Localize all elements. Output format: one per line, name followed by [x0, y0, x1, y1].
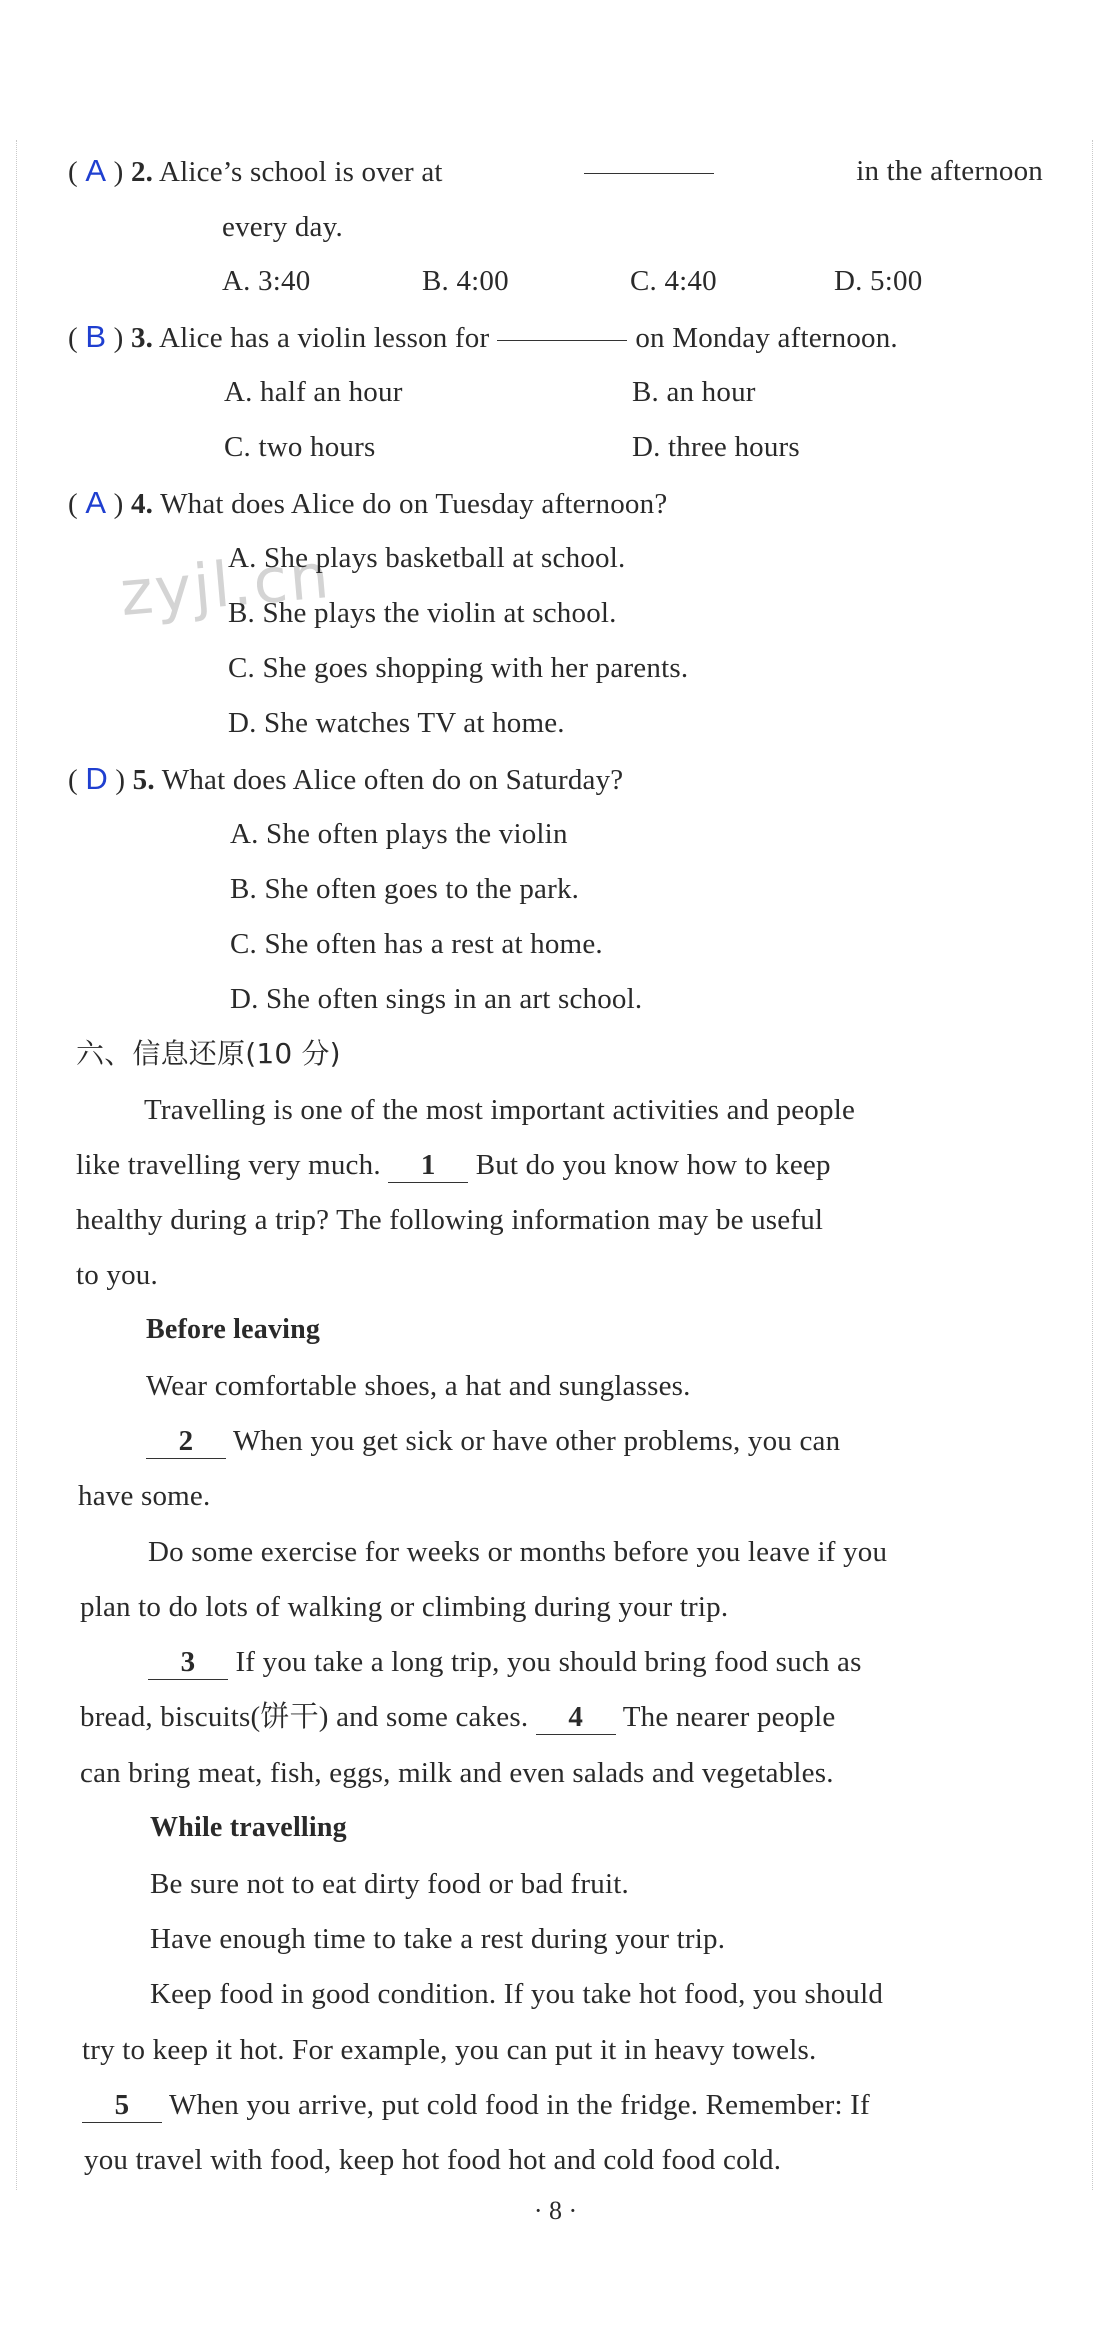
blank-3: 3	[148, 1645, 228, 1680]
question-4-option-b: B. She plays the violin at school.	[228, 597, 617, 629]
paragraph-rest: Have enough time to take a rest during your trip.	[150, 1923, 726, 1955]
question-5-option-a: A. She often plays the violin	[230, 818, 568, 850]
blank-2: 2	[146, 1424, 226, 1459]
question-3-option-a: A. half an hour	[224, 376, 403, 408]
paragraph-7-line-1: Keep food in good condition. If you take hot food, you should	[150, 1978, 884, 2010]
question-2-option-b: B. 4:00	[422, 265, 509, 297]
paragraph-7-line-3: 5 When you arrive, put cold food in the fridge. Remember: If	[82, 2085, 870, 2125]
question-4: ( A ) 4. What does Alice do on Tuesday afternoon?	[68, 485, 668, 520]
question-4-option-d: D. She watches TV at home.	[228, 707, 565, 739]
question-3-option-d: D. three hours	[632, 431, 800, 463]
intro-line-4: to you.	[76, 1259, 158, 1291]
answer-blank	[497, 339, 627, 341]
question-3-option-c: C. two hours	[224, 431, 376, 463]
answer-3: B	[85, 319, 107, 354]
subheading-before-leaving: Before leaving	[146, 1314, 321, 1345]
question-2-option-d: D. 5:00	[834, 265, 923, 297]
question-2-option-a: A. 3:40	[222, 265, 311, 297]
right-margin-line	[1092, 140, 1093, 2190]
question-2-continued: every day.	[222, 211, 343, 243]
blank-1: 1	[388, 1148, 468, 1183]
question-3: ( B ) 3. Alice has a violin lesson for on Monday afternoon.	[68, 319, 898, 354]
answer-2: A	[85, 153, 107, 188]
intro-line-1: Travelling is one of the most important activities and people	[144, 1094, 856, 1126]
blank-4: 4	[536, 1700, 616, 1735]
paragraph-3-line-1: Do some exercise for weeks or months before you leave if you	[148, 1536, 888, 1568]
blank-5: 5	[82, 2088, 162, 2123]
paragraph-4-line-2: bread, biscuits(饼干) and some cakes. 4 The nearer people	[80, 1701, 836, 1733]
paragraph-7-line-4: you travel with food, keep hot food hot and cold food cold.	[84, 2144, 782, 2176]
question-5: ( D ) 5. What does Alice often do on Saturday?	[68, 761, 624, 796]
paragraph-4-line-1: 3 If you take a long trip, you should bring food such as	[148, 1642, 862, 1682]
question-3-option-b: B. an hour	[632, 376, 756, 408]
answer-5: D	[85, 761, 108, 796]
question-2-option-c: C. 4:40	[630, 265, 717, 297]
answer-4: A	[85, 485, 107, 520]
question-4-option-c: C. She goes shopping with her parents.	[228, 652, 689, 684]
watermark: zyjl.cn	[117, 538, 334, 631]
question-2: ( A ) 2. Alice’s school is over at in the afternoon	[68, 153, 1043, 188]
page-number: · 8 ·	[533, 2196, 578, 2225]
section-title: 六、信息还原(10 分)	[76, 1037, 341, 1070]
paragraph-7-line-2: try to keep it hot. For example, you can put it in heavy towels.	[82, 2034, 817, 2066]
paragraph-3-line-2: plan to do lots of walking or climbing during your trip.	[80, 1591, 729, 1623]
paragraph-dirty-food: Be sure not to eat dirty food or bad fruit.	[150, 1868, 629, 1900]
intro-line-2: like travelling very much. 1 But do you know how to keep	[76, 1149, 831, 1181]
paragraph-wear: Wear comfortable shoes, a hat and sunglasses.	[146, 1370, 691, 1402]
paragraph-2-line-1: 2 When you get sick or have other problems, you can	[146, 1421, 840, 1461]
left-margin-line	[16, 140, 17, 2190]
question-5-option-d: D. She often sings in an art school.	[230, 983, 643, 1015]
question-5-option-c: C. She often has a rest at home.	[230, 928, 603, 960]
paragraph-2-line-2: have some.	[78, 1480, 211, 1512]
question-4-option-a: A. She plays basketball at school.	[228, 542, 626, 574]
intro-line-3: healthy during a trip? The following information may be useful	[76, 1204, 824, 1236]
answer-blank	[584, 172, 714, 174]
paragraph-4-line-3: can bring meat, fish, eggs, milk and even salads and vegetables.	[80, 1757, 834, 1789]
question-5-option-b: B. She often goes to the park.	[230, 873, 580, 905]
subheading-while-travelling: While travelling	[150, 1812, 347, 1843]
